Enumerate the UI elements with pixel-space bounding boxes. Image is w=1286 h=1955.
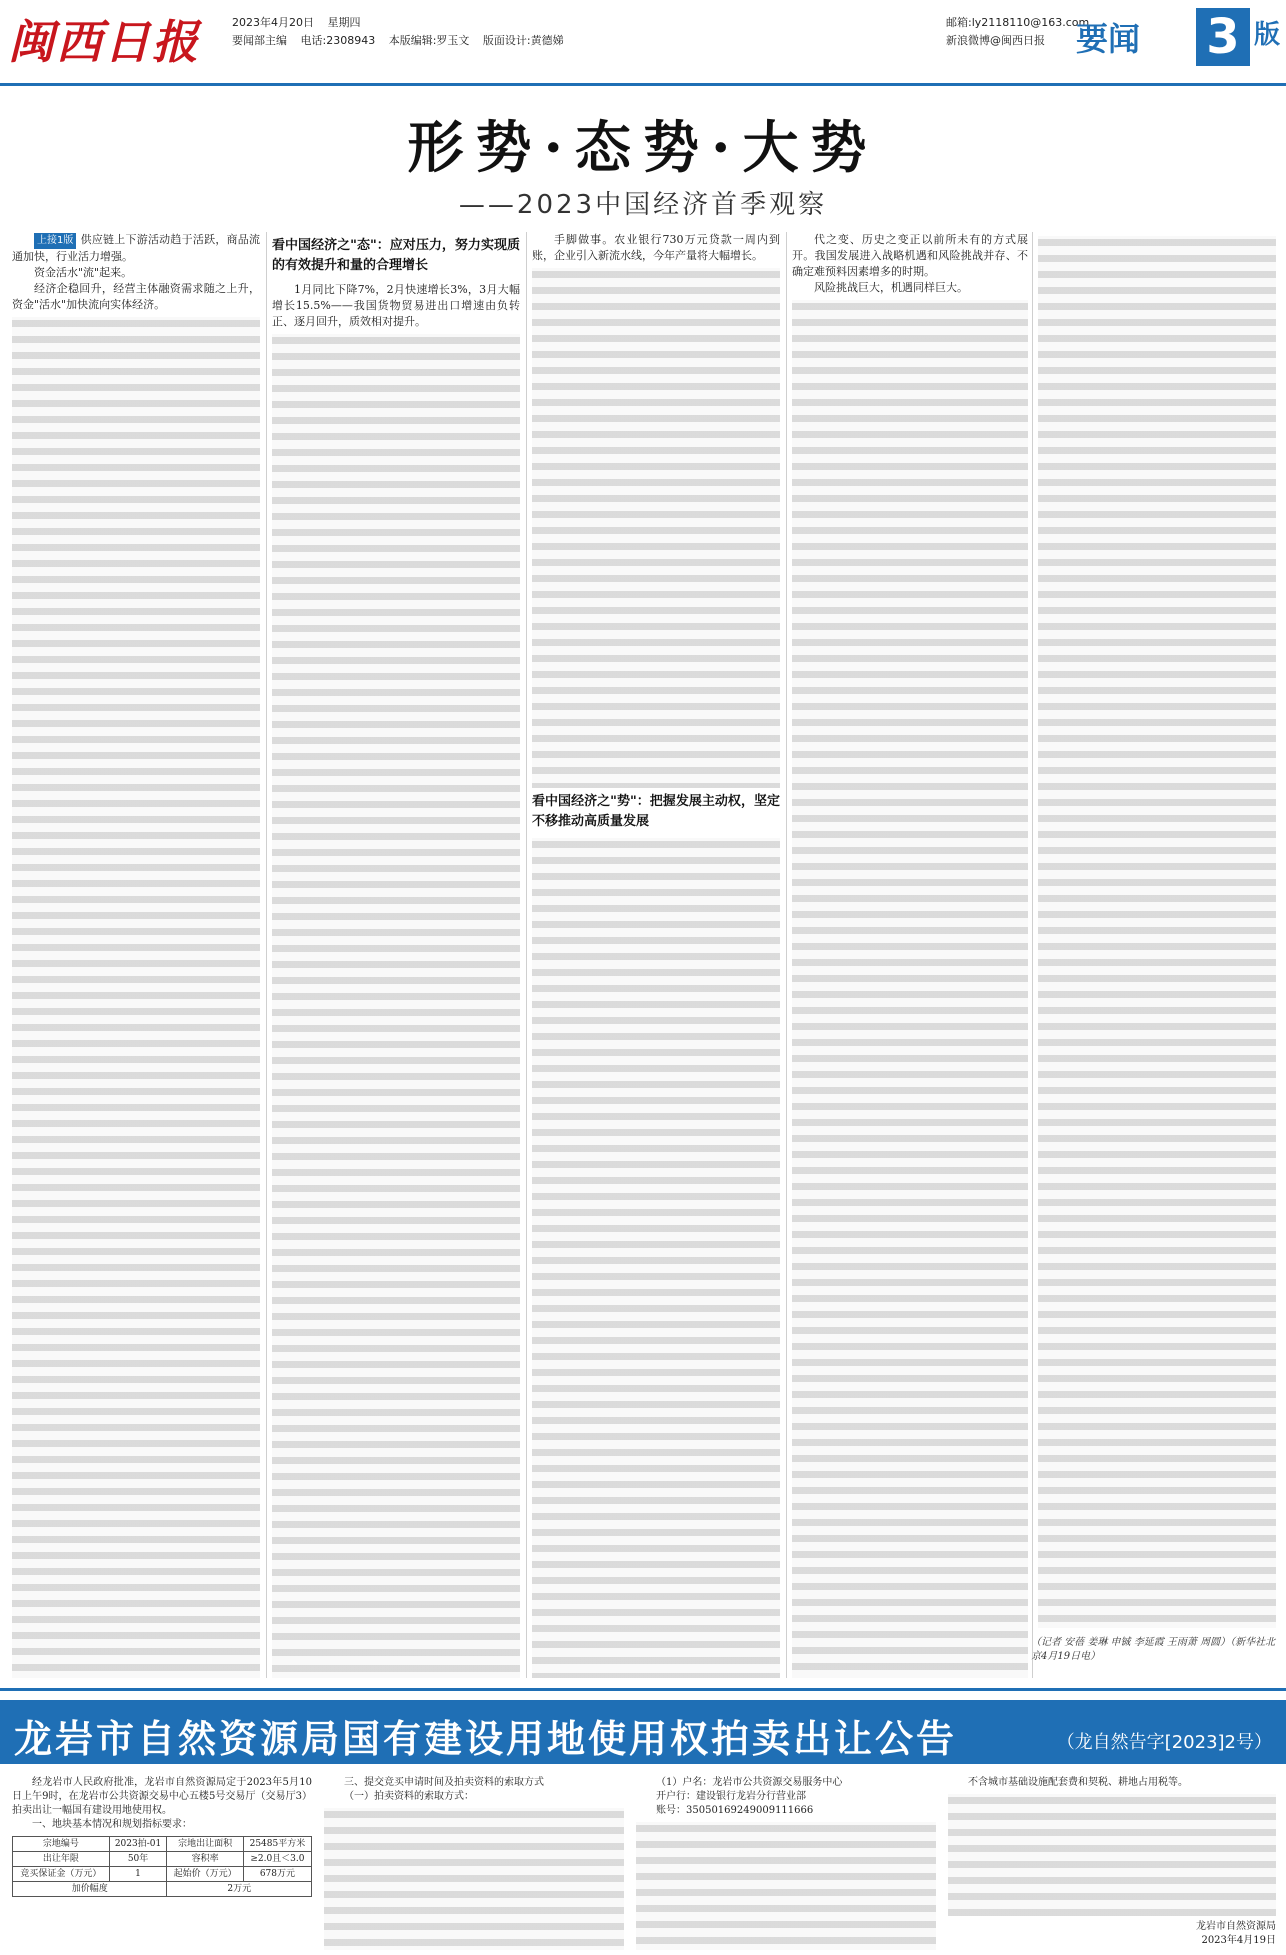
notice-col4-lead: 不含城市基础设施配套费和契税、耕地占用税等。 <box>968 1777 1188 1788</box>
term-value: 50年 <box>109 1852 167 1867</box>
column-4-para-2: 风险挑战巨大，机遇同样巨大。 <box>814 281 968 294</box>
feature-headline: 形势·态势·大势 <box>407 115 879 181</box>
notice-col2-lead: 三、提交竞买申请时间及拍卖资料的索取方式 <box>344 1777 544 1788</box>
notice-col3-para-2: 开户行：建设银行龙岩分行营业部 <box>656 1791 806 1802</box>
column-4-lead: 代之变、历史之变正以前所未有的方式展开。我国发展进入战略机遇和风险挑战并存、不确定难预料因素增多的时期。 <box>792 233 1028 278</box>
increment-label: 加价幅度 <box>13 1882 167 1897</box>
notice-col3-lead: （1）户名：龙岩市公共资源交易服务中心 <box>656 1777 843 1788</box>
section-heading-state: 看中国经济之"态"：应对压力，努力实现质的有效提升和量的合理增长 <box>272 238 520 273</box>
notice-col2-text-block <box>324 1808 624 1950</box>
notice-column-4 <box>948 1776 1276 1916</box>
page-number: 3 <box>1196 8 1250 66</box>
column-rule <box>1032 232 1033 1678</box>
column-2-lead: 1月同比下降7%，2月快速增长3%，3月大幅增长15.5%——我国货物贸易进出口增速由负转正、逐月回升，质效相对提升。 <box>272 283 520 328</box>
area-value: 25485平方米 <box>243 1837 311 1852</box>
column-1-text-block <box>12 317 260 1678</box>
newspaper-logo: 闽西日报 <box>8 15 200 69</box>
page-editor: 本版编辑:罗玉文 <box>388 34 470 47</box>
start-value: 678万元 <box>243 1867 311 1882</box>
notice-title: 龙岩市自然资源局国有建设用地使用权拍卖出让公告 <box>14 1717 958 1761</box>
contact-info <box>946 14 1089 50</box>
contact-email: 邮箱:ly2118110@163.com <box>946 16 1090 29</box>
section-name: 要闻 <box>1076 20 1141 58</box>
deposit-label: 竞买保证金（万元） <box>13 1867 110 1882</box>
article-column-2 <box>272 232 520 1678</box>
page-designer: 版面设计:黄德娣 <box>482 34 564 47</box>
column-5-text-block <box>1038 236 1276 1628</box>
section-heading-trend: 看中国经济之"势"：把握发展主动权，坚定不移推动高质量发展 <box>532 794 780 829</box>
column-3-lead: 手脚做事。农业银行730万元贷款一周内到账，企业引入新流水线，今年产量将大幅增长。 <box>532 233 780 262</box>
column-rule <box>526 232 527 1678</box>
column-3-text-block-2 <box>532 838 780 1678</box>
notice-column-1 <box>12 1776 312 1950</box>
issue-weekday: 星期四 <box>327 16 361 29</box>
column-rule <box>786 232 787 1678</box>
parcel-label: 宗地编号 <box>13 1837 110 1852</box>
column-3-text-block <box>532 268 780 788</box>
article-byline: （记者 安蓓 姜琳 申铖 李延霞 王雨萧 周圆）（新华社北京4月19日电） <box>1031 1637 1276 1662</box>
notice-col3-text-block <box>636 1822 936 1950</box>
term-label: 出让年限 <box>13 1852 110 1867</box>
column-1-para-3: 经济企稳回升，经营主体融资需求随之上升，资金"活水"加快流向实体经济。 <box>12 282 260 311</box>
section-divider <box>0 1688 1286 1691</box>
notice-list-head: 一、地块基本情况和规划指标要求： <box>32 1819 192 1830</box>
deposit-value: 1 <box>109 1867 167 1882</box>
article-column-3 <box>532 232 780 1678</box>
notice-sign-date: 2023年4月19日 <box>1201 1935 1276 1946</box>
issue-date: 2023年4月20日 <box>232 16 314 29</box>
notice-signer: 龙岩市自然资源局 <box>1196 1921 1276 1932</box>
column-rule <box>266 232 267 1678</box>
column-2-text-block <box>272 334 520 1678</box>
far-value: ≥2.0且＜3.0 <box>243 1852 311 1867</box>
notice-col4-text-block <box>948 1794 1276 1916</box>
editor-phone: 电话:2308943 <box>300 34 376 47</box>
increment-value: 2万元 <box>167 1882 312 1897</box>
article-column-4 <box>792 232 1028 1678</box>
editor-dept: 要闻部主编 <box>232 34 287 47</box>
notice-signature <box>1110 1920 1276 1948</box>
article-column-5 <box>1038 232 1276 1628</box>
contact-weibo: 新浪微博@闽西日报 <box>946 34 1045 47</box>
area-label: 宗地出让面积 <box>167 1837 243 1852</box>
page-suffix: 版 <box>1254 20 1281 50</box>
notice-column-2 <box>324 1776 624 1950</box>
start-label: 起始价（万元） <box>167 1867 243 1882</box>
parcel-table <box>12 1836 312 1897</box>
far-label: 容积率 <box>167 1852 243 1867</box>
notice-col2-para-2: （一）拍卖资料的索取方式： <box>344 1791 474 1802</box>
parcel-value: 2023拍-01 <box>109 1837 167 1852</box>
notice-lead: 经龙岩市人民政府批准，龙岩市自然资源局定于2023年5月10日上午9时，在龙岩市公共资源交易中心五楼5号交易厅（交易厅3）拍卖出让一幅国有建设用地使用权。 <box>12 1777 312 1816</box>
notice-number: （龙自然告字[2023]2号） <box>1056 1732 1272 1753</box>
column-4-text-block <box>792 300 1028 1678</box>
column-1-para-2: 资金活水"流"起来。 <box>34 266 133 279</box>
article-column-1 <box>12 232 260 1678</box>
continued-tag: 上接1版 <box>34 233 76 249</box>
feature-subheadline: ——2023中国经济首季观察 <box>458 190 828 220</box>
masthead <box>0 0 1286 86</box>
column-1-lead: 供应链上下游活动趋于活跃，商品流通加快，行业活力增强。 <box>12 233 260 263</box>
notice-col3-para-3: 账号：35050169249009111666 <box>656 1805 814 1816</box>
notice-column-3 <box>636 1776 936 1950</box>
issue-meta <box>232 14 574 50</box>
